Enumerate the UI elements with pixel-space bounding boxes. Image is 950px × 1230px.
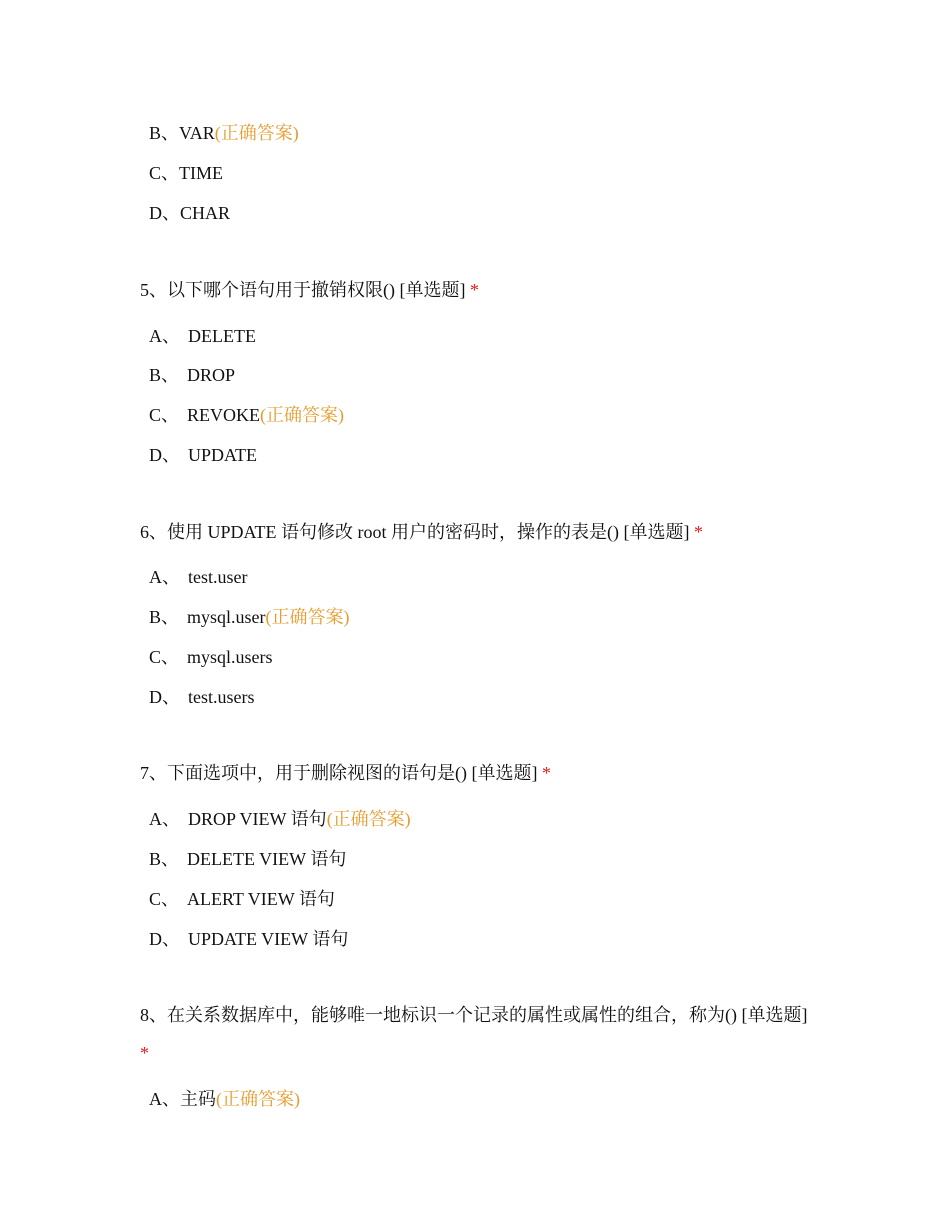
option-text: ALERT VIEW 语句	[187, 889, 335, 909]
q5-title	[140, 278, 479, 302]
q4-option-d	[149, 201, 230, 225]
option-letter: A、	[149, 1089, 180, 1109]
q6-option-a	[149, 565, 247, 589]
question-text: 6、使用 UPDATE 语句修改 root 用户的密码时，操作的表是() [单选题]	[140, 522, 690, 542]
correct-answer-tag: (正确答案)	[265, 607, 350, 627]
option-letter: A、	[149, 326, 180, 346]
option-text: CHAR	[180, 203, 231, 223]
option-text: DELETE VIEW 语句	[187, 849, 347, 869]
option-text: mysql.user	[187, 607, 266, 627]
option-letter: B、	[149, 123, 180, 143]
correct-answer-tag: (正确答案)	[326, 809, 411, 829]
required-mark: *	[140, 1043, 149, 1063]
option-letter: C、	[149, 889, 180, 909]
option-text: VAR	[179, 123, 215, 143]
q7-option-a	[149, 807, 411, 831]
option-text: UPDATE VIEW 语句	[188, 929, 349, 949]
correct-answer-tag: (正确答案)	[260, 405, 345, 425]
option-text: DELETE	[188, 326, 256, 346]
option-letter: D、	[149, 687, 180, 707]
correct-answer-tag: (正确答案)	[214, 123, 299, 143]
q5-option-c	[149, 403, 344, 427]
option-letter: D、	[149, 929, 180, 949]
q7-title	[140, 761, 551, 785]
option-text: UPDATE	[188, 445, 258, 465]
required-mark: *	[693, 522, 703, 542]
required-mark: *	[541, 763, 551, 783]
q7-option-d	[149, 927, 348, 951]
option-letter: A、	[149, 809, 180, 829]
q8-title	[140, 996, 815, 1072]
option-text: 主码	[180, 1089, 216, 1109]
q8-option-a	[149, 1087, 300, 1111]
q6-option-c	[149, 645, 273, 669]
correct-answer-tag: (正确答案)	[216, 1089, 300, 1109]
question-text: 7、下面选项中，用于删除视图的语句是() [单选题]	[140, 763, 538, 783]
option-letter: A、	[149, 567, 180, 587]
option-text: TIME	[179, 163, 224, 183]
q6-option-b	[149, 605, 350, 629]
option-text: REVOKE	[187, 405, 261, 425]
option-letter: C、	[149, 163, 180, 183]
question-text: 8、在关系数据库中，能够唯一地标识一个记录的属性或属性的组合，称为() [单选题]	[140, 1005, 808, 1025]
q6-title	[140, 520, 703, 544]
required-mark: *	[469, 280, 479, 300]
option-letter: B、	[149, 365, 180, 385]
question-text: 5、以下哪个语句用于撤销权限() [单选题]	[140, 280, 466, 300]
q5-option-b	[149, 363, 235, 387]
option-text: DROP	[187, 365, 236, 385]
option-letter: B、	[149, 607, 180, 627]
option-text: test.user	[188, 567, 248, 587]
q5-option-d	[149, 443, 257, 467]
option-letter: C、	[149, 405, 180, 425]
option-text: mysql.users	[187, 647, 273, 667]
option-letter: B、	[149, 849, 180, 869]
q7-option-c	[149, 887, 335, 911]
q4-option-b	[149, 121, 299, 145]
option-letter: D、	[149, 445, 180, 465]
q4-option-c	[149, 161, 223, 185]
q5-option-a	[149, 324, 256, 348]
q6-option-d	[149, 685, 255, 709]
q7-option-b	[149, 847, 346, 871]
option-text: DROP VIEW 语句	[188, 809, 327, 829]
option-text: test.users	[188, 687, 255, 707]
option-letter: D、	[149, 203, 180, 223]
option-letter: C、	[149, 647, 180, 667]
